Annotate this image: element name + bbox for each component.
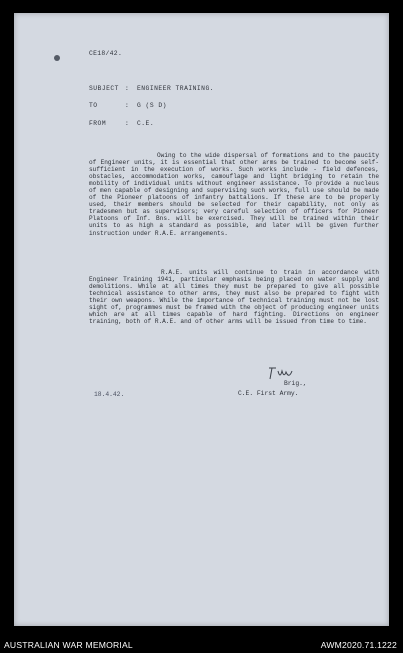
header-value: C.E. [137,120,155,127]
header-value: G (S D) [137,102,167,109]
archive-footer [0,637,403,653]
signature-block [238,365,374,399]
header-from: FROM : C.E. [89,120,155,127]
signature-rank: Brig., [284,380,307,387]
signature-title: C.E. First Army. [238,390,299,397]
document-date: 18.4.42. [94,391,125,398]
paragraph-2: R.A.E. units will continue to train in accordance with Engineer Training 1941, particular emphasis being placed on water supply and demolitions. While at all times they must be prepared to give all possible technical assistance to other arms, they must also be prepared to fight with their own weapons. While the importance of technical training must not be lost sight of, programmes must be framed with the object of producing engineer units which are at all times capable of hard fighting. Directions on engineer training, both of R.A.E. and of other arms will be issued from time to time. [89,269,379,326]
header-value: ENGINEER TRAINING. [137,85,215,92]
footer-accession-number: AWM2020.71.1222 [320,640,397,650]
document-page [14,13,389,626]
document-reference: CE18/42. [89,50,123,57]
header-subject: SUBJECT : ENGINEER TRAINING. [89,85,215,92]
header-key: FROM [89,120,107,127]
header-key: SUBJECT [89,85,119,92]
header-to: TO : G (S D) [89,102,167,109]
header-key: TO [89,102,98,109]
paragraph-1: Owing to the wide dispersal of formations and to the paucity of Engineer units, it is essential that other arms be trained to become self-sufficient in the execution of works. Such works include - field defences, obstacles, accommodation works, camouflage and light bridging to retain the mobility of individual units without engineer assistance. To provide a nucleus of men capable of designing and supervising such works, full use should be made of the Pioneer platoons of infantry battalions. If these are to be properly used, their members should be selected for their capability, not only as tradesmen but as supervisors; very careful selection of officers for Pioneer Platoons of Inf. Bns. will be exercised. They will be trained within their units to as high a standard as possible, and later will be given further instruction under R.A.E. arrangements. [89,152,379,237]
punch-hole [54,55,60,61]
footer-institution: AUSTRALIAN WAR MEMORIAL [4,640,133,650]
